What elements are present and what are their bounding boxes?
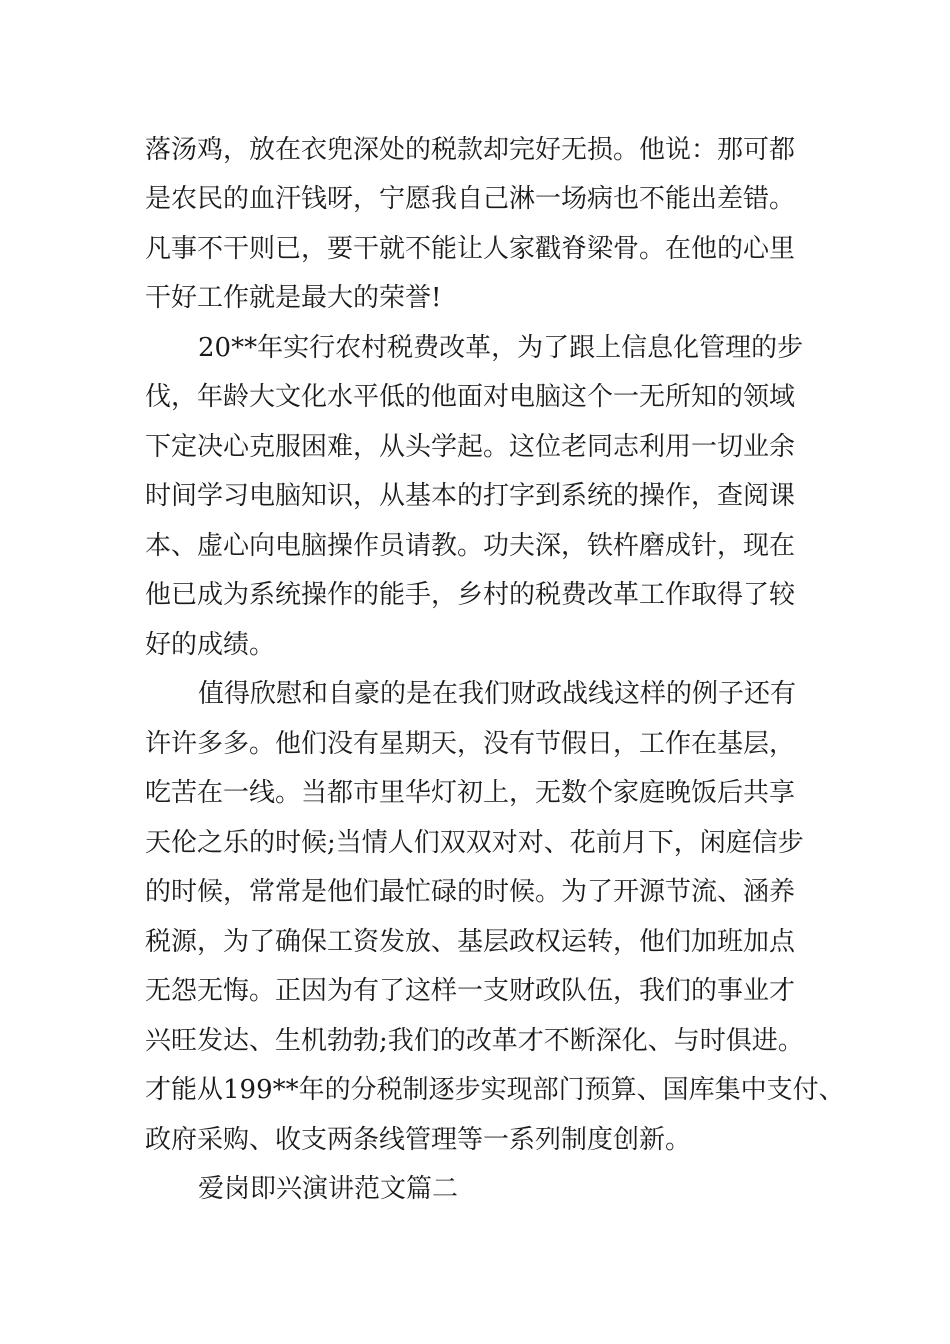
text-line: 兴旺发达、生机勃勃;我们的改革才不断深化、与时俱进。 [145,1026,804,1056]
text-line: 凡事不干则已，要干就不能让人家戳脊梁骨。在他的心里 [145,234,796,264]
text-line: 是农民的血汗钱呀，宁愿我自己淋一场病也不能出差错。 [145,184,796,214]
text-line: 政府采购、收支两条线管理等一系列制度创新。 [145,1125,692,1155]
text-line: 吃苦在一线。当都市里华灯初上，无数个家庭晚饭后共享 [145,778,796,808]
text-line: 他已成为系统操作的能手，乡村的税费改革工作取得了较 [145,580,796,610]
text-line: 干好工作就是最大的荣誉! [145,283,442,313]
paragraph-first-line: 20**年实行农村税费改革，为了跟上信息化管理的步 [198,333,804,363]
text-line: 许许多多。他们没有星期天，没有节假日，工作在基层， [145,729,796,759]
section-heading: 爱岗即兴演讲范文篇二 [198,1174,459,1204]
text-line: 才能从199**年的分税制逐步实现部门预算、国库集中支付、 [145,1075,845,1105]
text-line: 本、虚心向电脑操作员请教。功夫深，铁杵磨成针，现在 [145,531,796,561]
text-line: 下定决心克服困难，从头学起。这位老同志利用一切业余 [145,432,796,462]
text-line: 时间学习电脑知识，从基本的打字到系统的操作，查阅课 [145,481,796,511]
text-line: 无怨无悔。正因为有了这样一支财政队伍，我们的事业才 [145,976,796,1006]
text-line: 税源，为了确保工资发放、基层政权运转，他们加班加点 [145,927,796,957]
text-line: 的时候，常常是他们最忙碌的时候。为了开源节流、涵养 [145,877,796,907]
paragraph-first-line: 值得欣慰和自豪的是在我们财政战线这样的例子还有 [198,679,797,709]
text-line: 伐，年龄大文化水平低的他面对电脑这个一无所知的领域 [145,382,796,412]
text-line: 天伦之乐的时候;当情人们双双对对、花前月下，闲庭信步 [145,828,804,858]
text-line: 落汤鸡，放在衣兜深处的税款却完好无损。他说：那可都 [145,135,796,165]
text-line: 好的成绩。 [145,630,276,660]
